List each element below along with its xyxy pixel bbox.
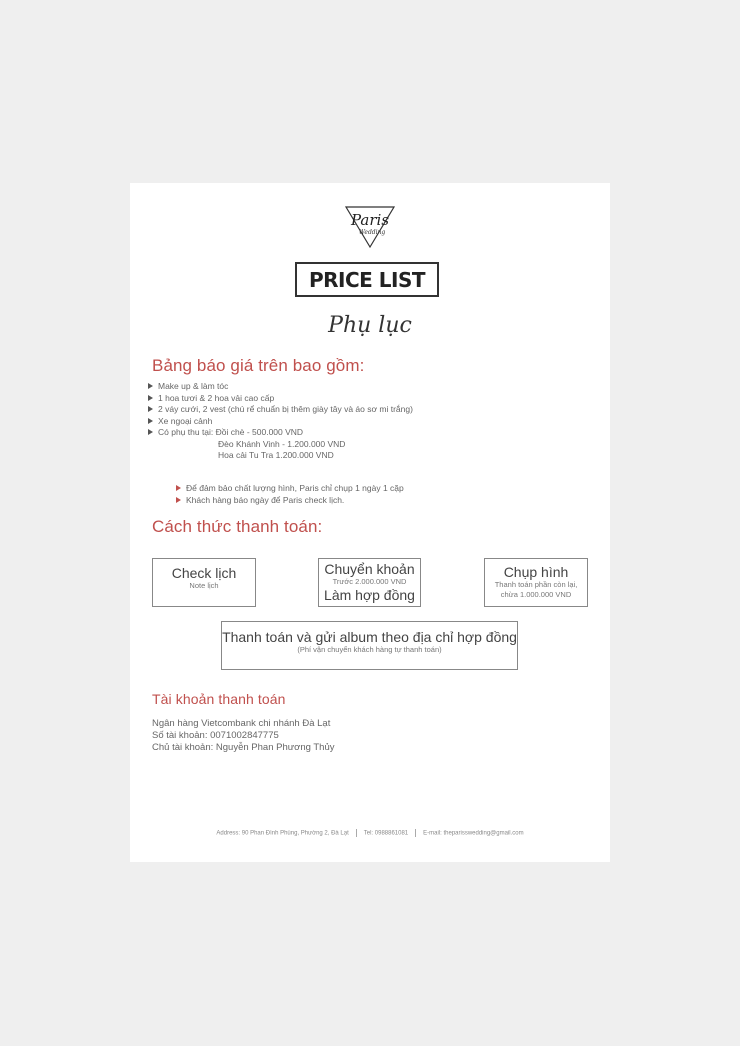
footer-tel: Tel: 0988861081 xyxy=(363,830,409,837)
surcharge-line: Hoa cải Tu Tra 1.200.000 VND xyxy=(218,450,334,460)
footer-email: E-mail: theparisswedding@gmail.com xyxy=(423,830,524,837)
account-details xyxy=(152,718,334,754)
footer-divider xyxy=(356,829,357,837)
price-list-page xyxy=(130,183,610,862)
payment-step-transfer: Chuyển khoản Trước 2.000.000 VND Làm hợp đồng xyxy=(318,558,421,607)
payment-step-final: Thanh toán và gửi album theo địa chỉ hợp đồng (Phí vận chuyển khách hàng tự thanh toán) xyxy=(221,621,518,670)
includes-list xyxy=(148,381,413,462)
paris-wedding-logo xyxy=(340,203,400,251)
payment-step-photo: Chụp hình Thanh toán phần còn lại, chừa 1.000.000 VND xyxy=(484,558,588,607)
account-heading: Tài khoản thanh toán xyxy=(152,691,286,707)
list-item: Để đảm bảo chất lượng hình, Paris chỉ chụp 1 ngày 1 cặp xyxy=(176,483,404,495)
list-item: Xe ngoại cảnh xyxy=(148,416,413,428)
page-subtitle: Phụ lục xyxy=(328,313,412,338)
payment-step-check: Check lịch Note lịch xyxy=(152,558,256,607)
bullet-icon xyxy=(148,395,153,401)
bullet-icon xyxy=(148,418,153,424)
list-item: Make up & làm tóc xyxy=(148,381,413,393)
includes-heading: Bảng báo giá trên bao gồm: xyxy=(152,356,365,375)
list-item: 2 váy cưới, 2 vest (chú rể chuẩn bị thêm giày tây và áo sơ mi trắng) xyxy=(148,404,413,416)
list-item: Có phụ thu tại: Đồi chè - 500.000 VND xyxy=(148,427,413,439)
list-item: Khách hàng báo ngày để Paris check lịch. xyxy=(176,495,404,507)
footer-divider xyxy=(415,829,416,837)
bullet-icon xyxy=(176,485,181,491)
footer-address: Address: 90 Phan Đình Phùng, Phường 2, Đà Lạt xyxy=(216,830,349,837)
account-owner: Chủ tài khoản: Nguyễn Phan Phương Thủy xyxy=(152,742,335,753)
notes-list xyxy=(176,483,404,506)
bank-name: Ngân hàng Vietcombank chi nhánh Đà Lạt xyxy=(152,718,331,729)
svg-text:Wedding: Wedding xyxy=(358,229,386,236)
bullet-icon xyxy=(148,406,153,412)
payment-heading: Cách thức thanh toán: xyxy=(152,517,323,536)
bullet-icon xyxy=(148,429,153,435)
list-item: 1 hoa tươi & 2 hoa vải cao cấp xyxy=(148,393,413,405)
bullet-icon xyxy=(176,497,181,503)
page-title: PRICE LIST xyxy=(295,262,439,297)
footer xyxy=(130,829,610,837)
bullet-icon xyxy=(148,383,153,389)
surcharge-line: Đèo Khánh Vinh - 1.200.000 VND xyxy=(218,438,346,449)
account-number: Số tài khoản: 0071002847775 xyxy=(152,730,279,741)
svg-text:Paris: Paris xyxy=(350,211,390,229)
